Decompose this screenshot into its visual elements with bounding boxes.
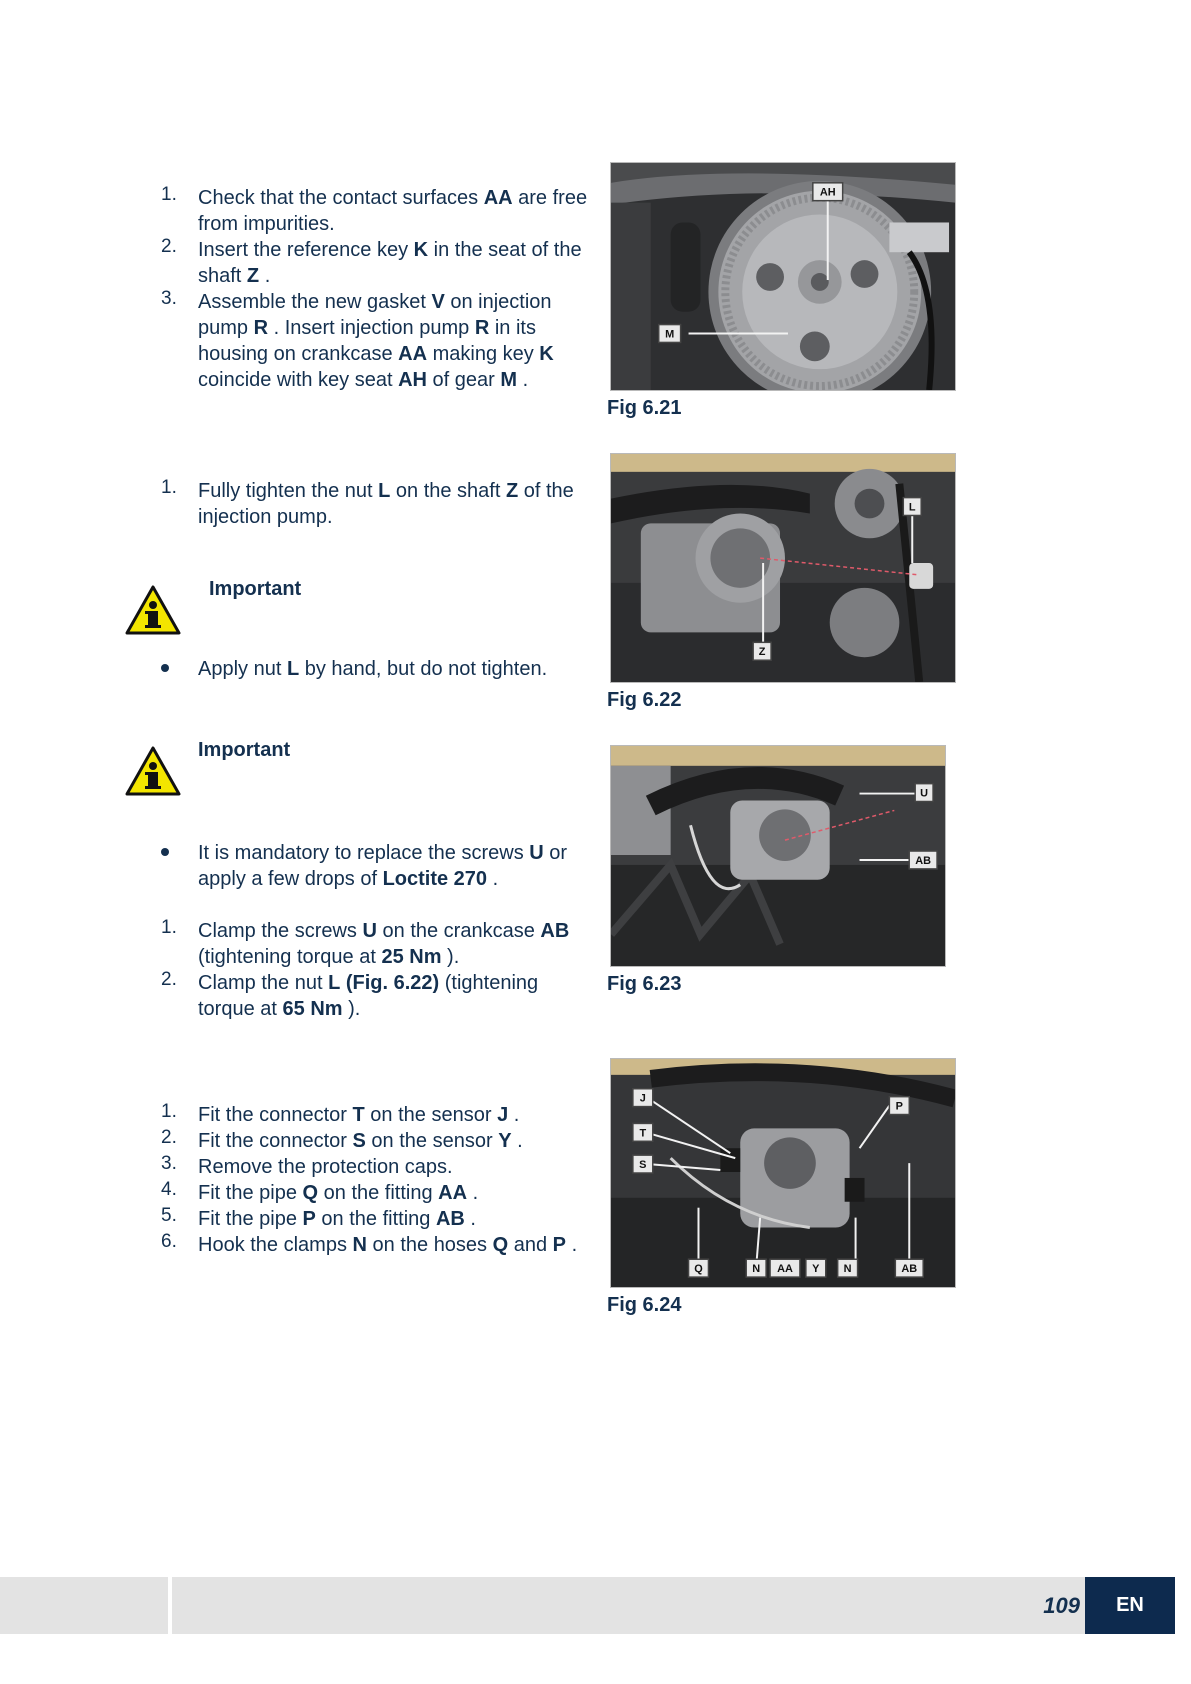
text-run: in the seat of the shaft xyxy=(198,239,582,287)
step-item xyxy=(0,1232,590,1258)
step-number: 2. xyxy=(161,969,177,990)
important-heading: Important xyxy=(209,578,302,600)
label-n: N xyxy=(752,1263,761,1276)
bold-term: 25 Nm xyxy=(381,946,442,968)
warning-icon xyxy=(124,584,182,636)
step-item xyxy=(0,1180,590,1206)
steps-list xyxy=(0,918,600,1022)
bold-term: K xyxy=(413,239,429,261)
bullet-item xyxy=(0,840,590,892)
important-1-bullets xyxy=(0,656,600,682)
bold-term: N xyxy=(352,1234,367,1256)
bold-term: R xyxy=(253,317,269,339)
bold-term: L xyxy=(378,480,391,502)
text-run: on the fitting xyxy=(318,1182,439,1204)
step-number: 3. xyxy=(161,1153,177,1174)
step-item xyxy=(0,289,590,393)
step-number: 1. xyxy=(161,184,177,205)
text-run: Remove the protection caps. xyxy=(198,1156,453,1178)
bullet-list xyxy=(0,656,600,682)
text-run: . xyxy=(259,265,271,287)
text-run: . xyxy=(566,1234,578,1256)
text-run: of gear xyxy=(427,369,501,391)
label-aa: AA xyxy=(777,1263,793,1276)
bold-term: U xyxy=(529,842,544,864)
warning-icon xyxy=(124,745,182,797)
step-item xyxy=(0,918,590,970)
text-run: and xyxy=(508,1234,553,1256)
bold-term: T xyxy=(352,1104,365,1126)
label-z: Z xyxy=(758,646,766,659)
bullet-dot xyxy=(161,664,169,672)
bold-term: K xyxy=(539,343,554,365)
text-run: Fit the pipe xyxy=(198,1182,303,1204)
text-run: Fit the pipe xyxy=(198,1208,303,1230)
footer-bar-main xyxy=(172,1577,1085,1634)
text-run: It is mandatory to replace the screws xyxy=(198,842,530,864)
step-item xyxy=(0,478,590,530)
label-j: J xyxy=(639,1092,646,1105)
bold-term: AA xyxy=(438,1182,468,1204)
text-run: on injection pump xyxy=(198,291,552,339)
figure-caption: Fig 6.23 xyxy=(607,973,682,995)
footer-bar-left xyxy=(0,1577,168,1634)
bold-term: Y xyxy=(498,1130,512,1152)
text-run: are free from impurities. xyxy=(198,187,588,235)
steps-list xyxy=(0,185,600,393)
bold-term: AB xyxy=(540,920,570,942)
important-2-bullets xyxy=(0,840,600,892)
important-heading: Important xyxy=(198,739,291,761)
bold-term: 65 Nm xyxy=(282,998,343,1020)
step-item xyxy=(0,185,590,237)
label-q: Q xyxy=(694,1263,703,1276)
figure-6-21-image xyxy=(610,162,956,391)
text-run: Hook the clamps xyxy=(198,1234,353,1256)
label-t: T xyxy=(639,1127,647,1140)
bold-term: U xyxy=(362,920,377,942)
step-item xyxy=(0,1102,590,1128)
text-run: ). xyxy=(441,946,460,968)
text-run: Fully tighten the nut xyxy=(198,480,379,502)
step-number: 1. xyxy=(161,917,177,938)
text-run: on the fitting xyxy=(315,1208,436,1230)
bold-term: J xyxy=(497,1104,509,1126)
bold-term: Z xyxy=(505,480,519,502)
figure-6-22-image xyxy=(610,453,956,683)
text-run: on the sensor xyxy=(365,1130,499,1152)
bullet-dot xyxy=(161,848,169,856)
text-run: Clamp the screws xyxy=(198,920,363,942)
label-p: P xyxy=(895,1100,903,1113)
section-3 xyxy=(0,918,600,1022)
text-run: in its housing on crankcase xyxy=(198,317,536,365)
step-item xyxy=(0,1128,590,1154)
text-run: (tightening torque at xyxy=(198,946,382,968)
section-2 xyxy=(0,478,600,530)
text-run: Check that the contact surfaces xyxy=(198,187,484,209)
text-run: Assemble the new gasket xyxy=(198,291,432,313)
steps-list xyxy=(0,478,600,530)
text-run: on the shaft xyxy=(390,480,506,502)
label-m: M xyxy=(665,328,675,341)
step-item xyxy=(0,970,590,1022)
text-run: . xyxy=(511,1130,523,1152)
section-1 xyxy=(0,185,600,393)
bold-term: L xyxy=(328,972,341,994)
label-y: Y xyxy=(812,1263,820,1276)
text-run: (tightening torque at xyxy=(198,972,539,1020)
bold-term: AH xyxy=(398,369,427,391)
label-u: U xyxy=(920,787,929,800)
text-run: on the sensor xyxy=(364,1104,498,1126)
bullet-item xyxy=(0,656,590,682)
figure-caption: Fig 6.21 xyxy=(607,397,682,419)
steps-list xyxy=(0,1102,600,1258)
bold-term: AA xyxy=(483,187,513,209)
bold-term: P xyxy=(552,1234,567,1256)
bold-term: Loctite 270 xyxy=(382,868,488,890)
step-item xyxy=(0,237,590,289)
text-run: . xyxy=(508,1104,520,1126)
bold-term: Q xyxy=(492,1234,509,1256)
label-ab: AB xyxy=(915,854,932,867)
text-run: Apply nut xyxy=(198,658,287,680)
text-run: Insert the reference key xyxy=(198,239,414,261)
page-number: 109 xyxy=(1043,1593,1080,1618)
text-run: on the crankcase xyxy=(376,920,541,942)
step-number: 2. xyxy=(161,236,177,257)
text-run: by hand, but do not tighten. xyxy=(299,658,548,680)
section-4 xyxy=(0,1102,600,1258)
step-number: 3. xyxy=(161,288,177,309)
bold-term: AB xyxy=(435,1208,465,1230)
text-run: coincide with key seat xyxy=(198,369,399,391)
label-s: S xyxy=(639,1159,647,1172)
bold-term: Z xyxy=(246,265,260,287)
language-badge: EN xyxy=(1085,1577,1175,1634)
text-run: . xyxy=(464,1208,476,1230)
figure-caption: Fig 6.22 xyxy=(607,689,682,711)
figure-caption: Fig 6.24 xyxy=(607,1294,682,1316)
text-run: or apply a few drops of xyxy=(198,842,568,890)
step-item xyxy=(0,1206,590,1232)
bullet-list xyxy=(0,840,600,892)
text-run: Clamp the nut xyxy=(198,972,329,994)
bold-term: L xyxy=(286,658,300,680)
label-n: N xyxy=(843,1263,852,1276)
text-run: Fit the connector xyxy=(198,1130,353,1152)
figure-6-24-image xyxy=(610,1058,956,1288)
bold-term: AA xyxy=(398,343,428,365)
step-number: 6. xyxy=(161,1231,177,1252)
bold-term: R xyxy=(474,317,490,339)
bold-term: (Fig. 6.22) xyxy=(345,972,440,994)
label-l: L xyxy=(908,501,916,514)
text-run: ). xyxy=(342,998,361,1020)
text-run: . Insert injection pump xyxy=(268,317,475,339)
bold-term: S xyxy=(352,1130,366,1152)
step-number: 1. xyxy=(161,477,177,498)
text-run: Fit the connector xyxy=(198,1104,353,1126)
text-run: making key xyxy=(427,343,540,365)
step-number: 1. xyxy=(161,1101,177,1122)
text-run: on the hoses xyxy=(366,1234,493,1256)
bold-term: Q xyxy=(302,1182,319,1204)
step-number: 5. xyxy=(161,1205,177,1226)
step-number: 2. xyxy=(161,1127,177,1148)
label-ab: AB xyxy=(901,1263,918,1276)
text-run: of the injection pump. xyxy=(198,480,574,528)
step-number: 4. xyxy=(161,1179,177,1200)
bold-term: V xyxy=(431,291,445,313)
text-run: . xyxy=(467,1182,479,1204)
bold-term: P xyxy=(302,1208,316,1230)
text-run: . xyxy=(517,369,529,391)
step-item xyxy=(0,1154,590,1180)
bold-term: M xyxy=(500,369,518,391)
label-ah: AH xyxy=(819,186,836,199)
text-run: . xyxy=(487,868,499,890)
figure-6-23-image xyxy=(610,745,946,967)
